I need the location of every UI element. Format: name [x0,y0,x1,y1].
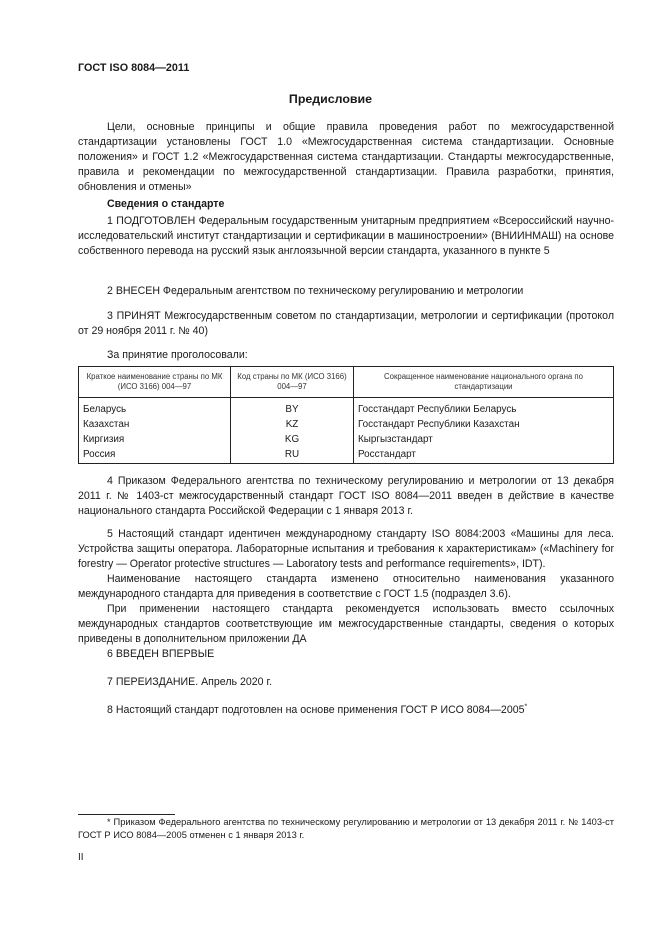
country-cell: Россия [79,447,231,464]
item-6 [78,647,614,662]
page-number: II [78,852,84,863]
body-cell: Госстандарт Республики Казахстан [354,417,614,432]
item-4 [78,474,614,519]
voted-label [78,348,614,363]
footnote-divider [78,814,175,815]
item-3-text: 3 ПРИНЯТ Межгосударственным советом по стандартизации, метрологии и сертификации (протокол от 29 ноября 2011 г. № 40) [78,310,614,337]
footnote [78,816,614,842]
footnote-text: * Приказом Федерального агентства по техническому регулированию и метрологии от 13 декабря 2011 г. № 1403-ст ГОСТ Р ИСО 8084—2005 отменен с 1 января 2013 г. [78,817,614,840]
item-1 [78,214,614,259]
item-5-references: При применении настоящего стандарта рекомендуется использовать вместо ссылочных международных стандартов соответствующие им межгосударственные стандарты, сведения о которых приведены в дополнительном приложении ДА [78,603,614,645]
item-5-text: 5 Настоящий стандарт идентичен международному стандарту ISO 8084:2003 «Машины для леса. Устройства защиты оператора. Лабораторные испытания и требования к характеристикам» («Machinery for forestry — Operator protective structures — Laboratory tests and performance requirements», IDT). [78,528,614,570]
table-row [79,432,614,447]
country-cell: Киргизия [79,432,231,447]
item-8-text: 8 Настоящий стандарт подготовлен на основе применения ГОСТ Р ИСО 8084—2005 [107,704,525,716]
col-header-country: Краткое наименование страны по МК (ИСО 3166) 004—97 [79,367,231,398]
item-5-name-change: Наименование настоящего стандарта изменено относительно наименования указанного международного стандарта для приведения в соответствие с ГОСТ 1.5 (подраздел 3.6). [78,573,614,600]
item-7 [78,675,614,690]
footnote-marker[interactable]: * [524,703,528,711]
intro-paragraph [78,120,614,195]
item-8 [78,703,614,718]
item-5 [78,527,614,647]
table-row [79,398,614,418]
col-header-code: Код страны по МК (ИСО 3166) 004—97 [231,367,354,398]
code-cell: BY [231,398,354,418]
item-4-text: 4 Приказом Федерального агентства по техническому регулированию и метрологии от 13 декабря 2011 г. № 1403-ст межгосударственный стандарт ГОСТ ISO 8084—2011 введен в действие в качестве национального стандарта Российской Федерации с 1 января 2013 г. [78,475,614,517]
country-cell: Казахстан [79,417,231,432]
vote-table [78,366,614,464]
col-header-body: Сокращенное наименование национального органа по стандартизации [354,367,614,398]
code-cell: KG [231,432,354,447]
document-header: ГОСТ ISO 8084—2011 [78,62,190,74]
item-6-text: 6 ВВЕДЕН ВПЕРВЫЕ [107,648,215,660]
about-standard-title: Сведения о стандарте [107,198,225,210]
item-2-text: 2 ВНЕСЕН Федеральным агентством по техническому регулированию и метрологии [107,285,524,297]
body-cell: Госстандарт Республики Беларусь [354,398,614,418]
voted-text: За принятие проголосовали: [107,349,248,361]
item-7-text: 7 ПЕРЕИЗДАНИЕ. Апрель 2020 г. [107,676,273,688]
item-1-text: 1 ПОДГОТОВЛЕН Федеральным государственным унитарным предприятием «Всероссийский научно-исследовательский институт стандартизации и сертификации в машиностроении» (ВНИИНМАШ) на основе собственного перевода на русский язык англоязычной версии стандарта, указанного в пункте 5 [78,215,614,257]
table-row [79,447,614,464]
vote-table-header-row [79,367,614,398]
item-2 [78,284,614,299]
intro-text: Цели, основные принципы и общие правила проведения работ по межгосударственной стандартизации установлены ГОСТ 1.0 «Межгосударственная система стандартизации. Основные положения» и ГОСТ 1.2 «Межгосударственная система стандартизации. Стандарты межгосударственные, правила и рекомендации по межгосударственной стандартизации. Правила разработки, принятия, обновления и отмены» [78,121,614,193]
section-title: Предисловие [288,92,373,106]
item-3 [78,309,614,339]
item-8-paragraph [78,703,614,718]
code-cell: KZ [231,417,354,432]
body-cell: Кыргызстандарт [354,432,614,447]
table-row [79,417,614,432]
country-cell: Беларусь [79,398,231,418]
body-cell: Росстандарт [354,447,614,464]
code-cell: RU [231,447,354,464]
